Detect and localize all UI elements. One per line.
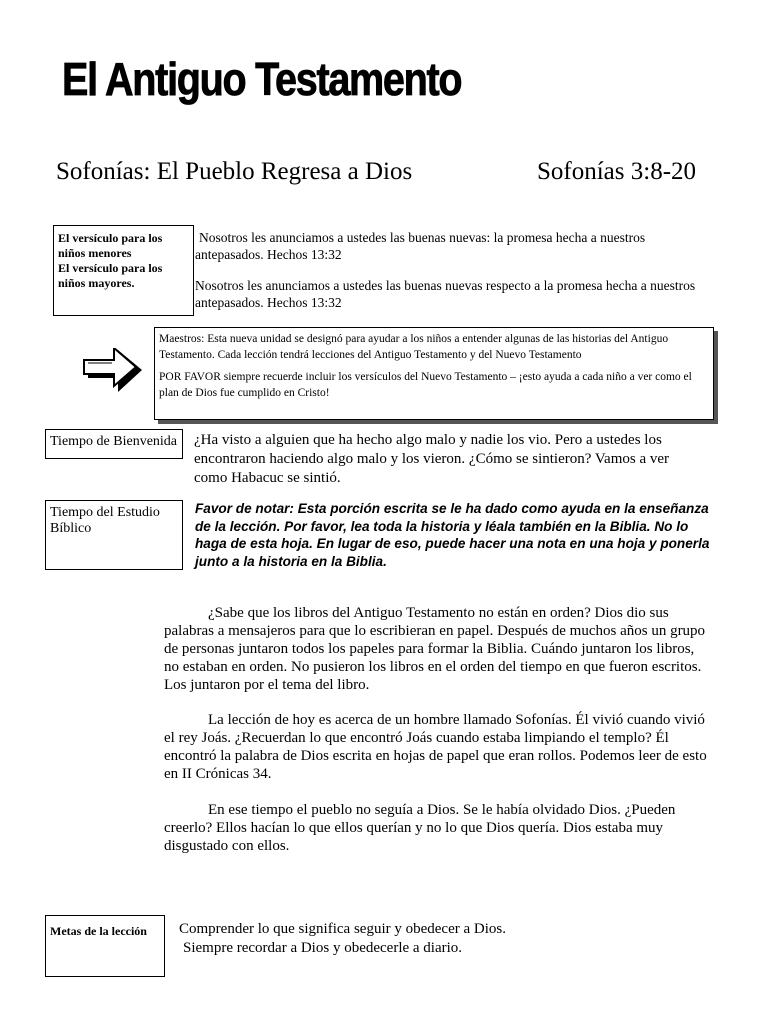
bible-study-label: Tiempo del Estudio Bíblico [50, 505, 160, 536]
bible-study-label-box [45, 500, 183, 570]
right-arrow-icon [82, 348, 144, 400]
document-title: El Antiguo Testamento [62, 53, 462, 105]
verse-label-box [53, 225, 194, 316]
verse-label-young: El versículo para los niños menores [58, 231, 163, 260]
welcome-label: Tiempo de Bienvenida [50, 434, 178, 449]
story-paragraph-2: La lección de hoy es acerca de un hombre llamado Sofonías. Él vivió cuando vivió el rey Joás. ¿Recuerdan lo que encontró Joás cuando estaba limpiando el templo? Él encontró la palabra de Dios escrita en hojas de papel que eran rollos. Podemos leer de esto en II Crónicas 34. [164, 712, 707, 782]
welcome-text: ¿Ha visto a alguien que ha hecho algo malo y nadie los vio. Pero a ustedes los encontraron haciendo algo malo y los vieron. ¿Cómo se sintieron? Vamos a ver como Habacuc se sintió. [194, 432, 670, 486]
verse-old: Nosotros les anunciamos a ustedes las buenas nuevas respecto a la promesa hecha a nuestros antepasados. Hechos 13:32 [195, 278, 696, 310]
teacher-note-box [154, 327, 714, 420]
goals-line-2: Siempre recordar a Dios y obedecerle a diario. [183, 940, 463, 956]
verse-young: Nosotros les anunciamos a ustedes las buenas nuevas: la promesa hecha a nuestros antepasados. Hechos 13:32 [195, 230, 646, 262]
goals-label-box [45, 915, 165, 977]
teacher-note-line1: Maestros: Esta nueva unidad se designó para ayudar a los niños a entender algunas de las historias del Antiguo Testamento. Cada lección tendrá lecciones del Antiguo Testamento y del Nuevo Testamento [159, 333, 669, 361]
welcome-label-box [45, 429, 183, 459]
verse-label-old: El versículo para los niños mayores. [58, 261, 163, 290]
bible-study-note: Favor de notar: Esta porción escrita se le ha dado como ayuda en la enseñanza de la lección. Por favor, lea toda la historia y léala también en la Biblia. No lo haga de esta hoja. En lugar de eso, puede hacer una nota en una hoja y ponerla junto a la historia en la Biblia. [195, 501, 710, 569]
goals-line-1: Comprender lo que significa seguir y obedecer a Dios. [179, 921, 506, 937]
lesson-title: Sofonías: El Pueblo Regresa a Dios [56, 158, 413, 185]
goals-label: Metas de la lección [50, 924, 147, 938]
teacher-note-line2: POR FAVOR siempre recuerde incluir los versículos del Nuevo Testamento – ¡esto ayuda a cada niño a ver como el plan de Dios fue cumplido en Cristo! [159, 371, 692, 399]
story-paragraph-3: En ese tiempo el pueblo no seguía a Dios. Se le había olvidado Dios. ¿Pueden creerlo? Ellos hacían lo que ellos querían y no lo que Dios quería. Dios estaba muy disgustado con ellos. [164, 802, 676, 854]
story-paragraph-1: ¿Sabe que los libros del Antiguo Testamento no están en orden? Dios dio sus palabras a mensajeros para que lo escribieran en papel. Después de muchos años un grupo de personas juntaron todos los papeles para formar la Biblia. Cuándo juntaron los libros, no estaban en orden. No pusieron los libros en el orden del tiempo en que fueron escritos. Los juntaron por el tema del libro. [164, 605, 706, 693]
scripture-reference: Sofonías 3:8-20 [537, 158, 697, 185]
